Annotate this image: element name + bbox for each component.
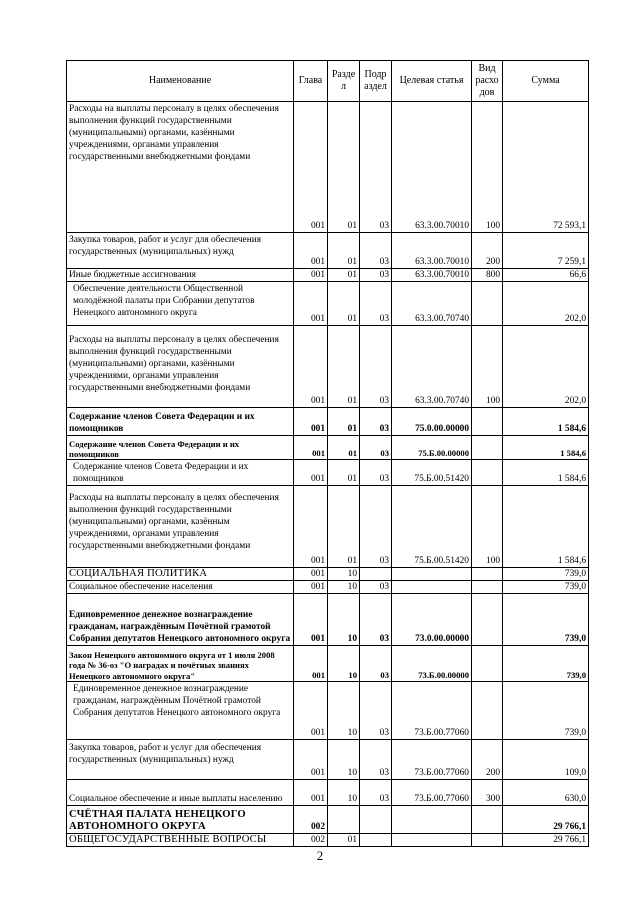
row-section: 10 [328, 682, 360, 740]
row-subsection: 03 [360, 740, 392, 780]
row-name: ОБЩЕГОСУДАРСТВЕННЫЕ ВОПРОСЫ [67, 834, 294, 847]
table-row [67, 436, 589, 460]
row-amount: 739,0 [503, 682, 589, 740]
page-number: 2 [316, 848, 324, 863]
row-name: Обеспечение деятельности Общественной молодёжной палаты при Собрании депутатов Ненецкого автономного округа [67, 282, 294, 326]
table-row [67, 646, 589, 682]
row-section: 01 [328, 436, 360, 460]
row-section: 01 [328, 326, 360, 408]
row-name: Социальное обеспечение населения [67, 581, 294, 594]
row-kind [472, 568, 503, 581]
row-amount: 739,0 [503, 581, 589, 594]
header-chapter: Глава [294, 61, 328, 102]
row-subsection: 03 [360, 326, 392, 408]
header-name: Наименование [67, 61, 294, 102]
header-kind: Вид расхо дов [472, 61, 503, 102]
row-name: Расходы на выплаты персоналу в целях обеспечения выполнения функций государственными (муниципальными) органами, казёнными учреждениями, органами управления государственными внебюджетными фондами [67, 326, 294, 408]
row-amount: 202,0 [503, 282, 589, 326]
table-row [67, 780, 589, 806]
table-row [67, 568, 589, 581]
table-row [67, 806, 589, 834]
row-amount: 1 584,6 [503, 460, 589, 486]
row-section: 10 [328, 740, 360, 780]
row-kind: 100 [472, 102, 503, 233]
row-target: 63.3.00.70740 [392, 282, 472, 326]
row-amount: 1 584,6 [503, 436, 589, 460]
row-amount: 29 766,1 [503, 806, 589, 834]
row-subsection: 03 [360, 581, 392, 594]
row-target: 75.Б.00.51420 [392, 460, 472, 486]
row-name: Закон Ненецкого автономного округа от 1 июля 2008 года № 36-оз "О наградах и почётных званиях Ненецкого автономного округа" [67, 646, 294, 682]
table-row [67, 740, 589, 780]
row-amount: 630,0 [503, 780, 589, 806]
row-kind [472, 581, 503, 594]
row-chapter: 001 [294, 780, 328, 806]
table-row [67, 682, 589, 740]
row-amount: 1 584,6 [503, 486, 589, 568]
row-section: 10 [328, 581, 360, 594]
row-name: Закупка товаров, работ и услуг для обеспечения государственных (муниципальных) нужд [67, 233, 294, 269]
row-subsection: 03 [360, 486, 392, 568]
row-amount: 66,6 [503, 269, 589, 282]
row-subsection: 03 [360, 282, 392, 326]
row-section: 01 [328, 233, 360, 269]
table-row [67, 269, 589, 282]
row-kind [472, 834, 503, 847]
row-kind [472, 806, 503, 834]
row-target: 73.Б.00.77060 [392, 780, 472, 806]
row-name: Расходы на выплаты персоналу в целях обеспечения выполнения функций государственными (муниципальными) органами, казённым учреждениями, органами управления государственными внебюджетными фондами [67, 486, 294, 568]
table-row [67, 233, 589, 269]
header-amount: Сумма [503, 61, 589, 102]
row-subsection [360, 806, 392, 834]
row-name: Содержание членов Совета Федерации и их помощников [67, 408, 294, 436]
row-chapter: 002 [294, 806, 328, 834]
row-chapter: 002 [294, 834, 328, 847]
row-target: 73.Б.00.77060 [392, 682, 472, 740]
row-kind [472, 282, 503, 326]
row-amount: 72 593,1 [503, 102, 589, 233]
row-subsection: 03 [360, 233, 392, 269]
row-amount: 1 584,6 [503, 408, 589, 436]
row-section: 10 [328, 594, 360, 646]
row-kind [472, 460, 503, 486]
row-target: 63.3.00.70010 [392, 233, 472, 269]
row-chapter: 001 [294, 460, 328, 486]
row-chapter: 001 [294, 646, 328, 682]
row-kind [472, 646, 503, 682]
row-target: 75.0.00.00000 [392, 408, 472, 436]
row-section: 01 [328, 282, 360, 326]
row-section: 01 [328, 408, 360, 436]
row-subsection: 03 [360, 408, 392, 436]
row-subsection: 03 [360, 102, 392, 233]
row-chapter: 001 [294, 740, 328, 780]
row-name: Содержание членов Совета Федерации и их помощников [67, 436, 294, 460]
row-kind: 800 [472, 269, 503, 282]
table-row [67, 408, 589, 436]
row-subsection: 03 [360, 780, 392, 806]
row-kind [472, 594, 503, 646]
row-chapter: 001 [294, 486, 328, 568]
row-subsection: 03 [360, 436, 392, 460]
row-name: Содержание членов Совета Федерации и их помощников [67, 460, 294, 486]
row-amount: 109,0 [503, 740, 589, 780]
row-kind [472, 682, 503, 740]
row-amount: 29 766,1 [503, 834, 589, 847]
row-section: 10 [328, 780, 360, 806]
row-target [392, 568, 472, 581]
row-section: 01 [328, 460, 360, 486]
row-target [392, 806, 472, 834]
row-chapter: 001 [294, 269, 328, 282]
row-section: 01 [328, 834, 360, 847]
row-amount: 739,0 [503, 646, 589, 682]
row-subsection: 03 [360, 594, 392, 646]
row-chapter: 001 [294, 326, 328, 408]
row-chapter: 001 [294, 594, 328, 646]
row-name: СОЦИАЛЬНАЯ ПОЛИТИКА [67, 568, 294, 581]
header-target: Целевая статья [392, 61, 472, 102]
table-row [67, 834, 589, 847]
row-subsection: 03 [360, 646, 392, 682]
row-target: 73.Б.00.77060 [392, 740, 472, 780]
row-name: Иные бюджетные ассигнования [67, 269, 294, 282]
row-amount: 202,0 [503, 326, 589, 408]
row-kind: 100 [472, 326, 503, 408]
table-row [67, 282, 589, 326]
row-amount: 739,0 [503, 568, 589, 581]
row-target: 63.3.00.70740 [392, 326, 472, 408]
row-target: 75.Б.00.51420 [392, 486, 472, 568]
row-chapter: 001 [294, 408, 328, 436]
table-row [67, 486, 589, 568]
row-subsection [360, 834, 392, 847]
table-row [67, 594, 589, 646]
row-chapter: 001 [294, 581, 328, 594]
table-row [67, 102, 589, 233]
row-target: 75.Б.00.00000 [392, 436, 472, 460]
table-row [67, 460, 589, 486]
row-chapter: 001 [294, 436, 328, 460]
row-name: СЧЁТНАЯ ПАЛАТА НЕНЕЦКОГО АВТОНОМНОГО ОКРУГА [67, 806, 294, 834]
row-target [392, 834, 472, 847]
row-chapter: 001 [294, 102, 328, 233]
row-section: 10 [328, 646, 360, 682]
row-subsection: 03 [360, 269, 392, 282]
row-target: 73.Б.00.00000 [392, 646, 472, 682]
row-section: 10 [328, 568, 360, 581]
row-target: 63.3.00.70010 [392, 102, 472, 233]
row-kind: 100 [472, 486, 503, 568]
table-header-row [67, 61, 589, 102]
row-chapter: 001 [294, 568, 328, 581]
row-kind: 200 [472, 233, 503, 269]
row-name: Единовременное денежное вознаграждение гражданам, награждённым Почётной грамотой Собрания депутатов Ненецкого автономного округа [67, 682, 294, 740]
row-kind [472, 408, 503, 436]
row-kind: 300 [472, 780, 503, 806]
row-subsection [360, 568, 392, 581]
row-section [328, 806, 360, 834]
row-section: 01 [328, 269, 360, 282]
row-name: Закупка товаров, работ и услуг для обеспечения государственных (муниципальных) нужд [67, 740, 294, 780]
table-row [67, 326, 589, 408]
row-target [392, 581, 472, 594]
row-amount: 7 259,1 [503, 233, 589, 269]
row-subsection: 03 [360, 682, 392, 740]
row-kind: 200 [472, 740, 503, 780]
row-name: Социальное обеспечение и иные выплаты населению [67, 780, 294, 806]
row-target: 73.0.00.00000 [392, 594, 472, 646]
row-section: 01 [328, 486, 360, 568]
row-name: Единовременное денежное вознаграждение гражданам, награждённым Почётной грамотой Собрания депутатов Ненецкого автономного округа [67, 594, 294, 646]
row-name: Расходы на выплаты персоналу в целях обеспечения выполнения функций государственными (муниципальными) органами, казёнными учреждениями, органами управления государственными внебюджетными фондами [67, 102, 294, 233]
table-row [67, 581, 589, 594]
row-kind [472, 436, 503, 460]
row-amount: 739,0 [503, 594, 589, 646]
row-subsection: 03 [360, 460, 392, 486]
header-section: Разде л [328, 61, 360, 102]
budget-table [66, 60, 589, 847]
row-chapter: 001 [294, 233, 328, 269]
header-subsection: Подр аздел [360, 61, 392, 102]
row-chapter: 001 [294, 282, 328, 326]
row-chapter: 001 [294, 682, 328, 740]
row-section: 01 [328, 102, 360, 233]
row-target: 63.3.00.70010 [392, 269, 472, 282]
